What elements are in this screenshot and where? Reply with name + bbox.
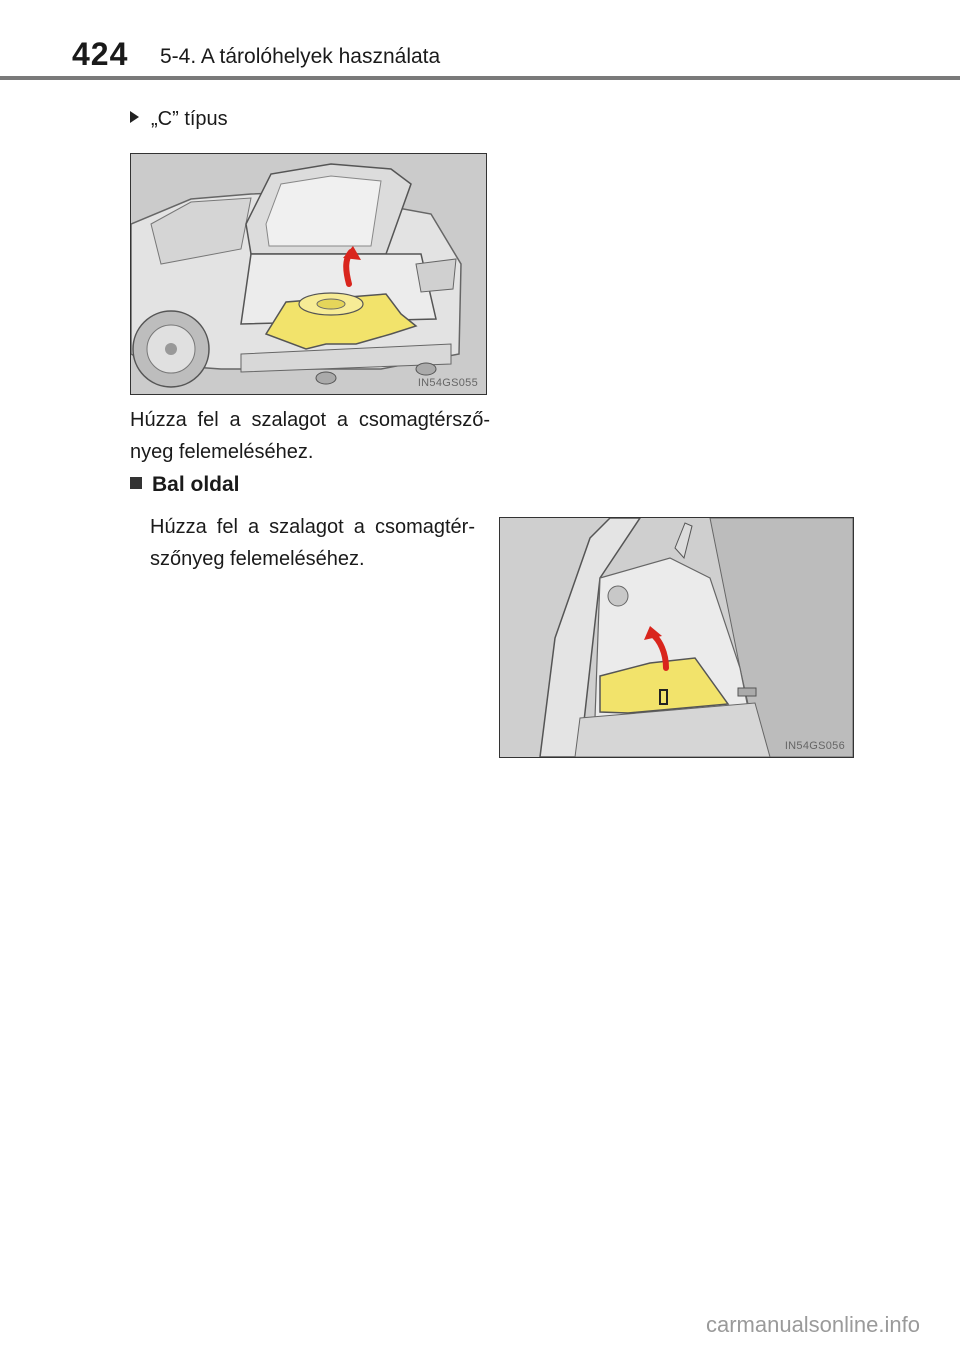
square-bullet-icon [130,477,142,489]
chapter-title: 5-4. A tárolóhelyek használata [160,45,441,68]
header-rule [0,76,960,80]
page-number: 424 [72,36,129,72]
trunk-left-illustration [500,518,853,757]
car-rear-illustration [131,154,486,394]
section-paragraph [150,511,475,575]
figure-code: IN54GS055 [417,377,478,389]
page-header [0,0,960,80]
section-line: Húzza fel a szalagot a csomagtér- [150,516,475,538]
instruction-paragraph [130,404,490,468]
figure-trunk-rear [130,153,487,395]
instruction-line: nyeg felemeléséhez. [130,441,314,463]
figure-code: IN54GS056 [784,740,845,752]
triangle-bullet-icon [130,111,139,123]
instruction-line: Húzza fel a szalagot a csomagtérsző- [130,409,490,431]
section-line: szőnyeg felemeléséhez. [150,548,365,570]
watermark: carmanualsonline.info [705,1312,920,1337]
section-heading [130,473,240,497]
figure-trunk-left-side [499,517,854,758]
section-title: Bal oldal [152,473,240,496]
type-label-text: „C” típus [151,108,228,130]
type-label [130,108,228,131]
